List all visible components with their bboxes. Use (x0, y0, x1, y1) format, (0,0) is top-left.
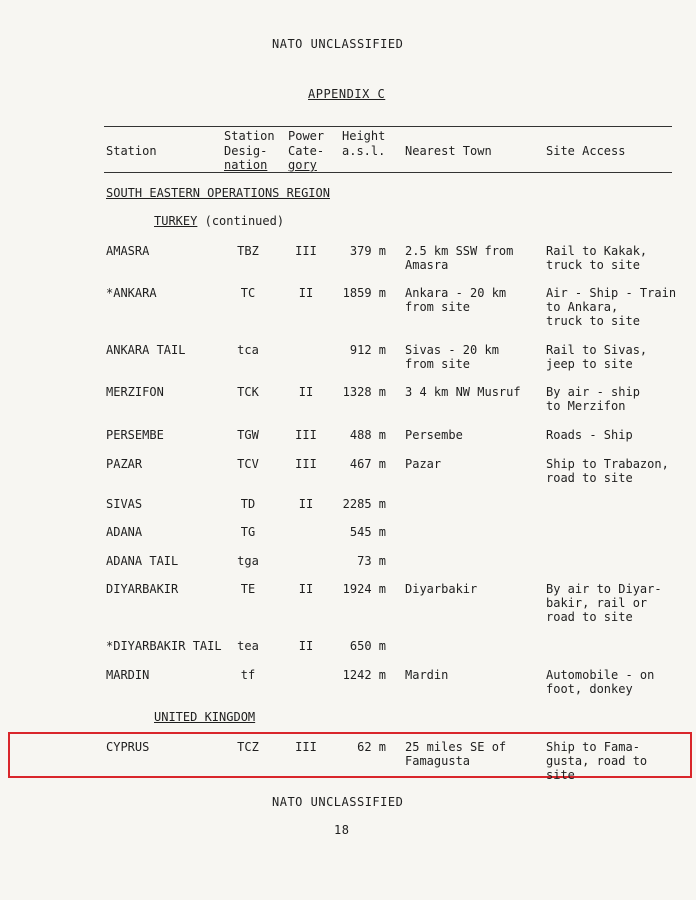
station-name: MARDIN (106, 668, 150, 682)
site-access-line: truck to site (546, 314, 640, 328)
nearest-town-line: Famagusta (405, 754, 471, 768)
country-heading-uk: UNITED KINGDOM (154, 710, 256, 724)
table-header-rule (104, 172, 672, 173)
site-access-line: to Ankara, (546, 300, 619, 314)
height-asl: 73 m (357, 554, 386, 568)
station-designation: TCK (237, 385, 259, 399)
station-designation: TGW (237, 428, 259, 442)
nearest-town-line: Ankara - 20 km (405, 286, 507, 300)
height-asl: 1924 m (342, 582, 386, 596)
page-number: 18 (334, 823, 350, 837)
station-designation: TCZ (237, 740, 259, 754)
power-category: II (298, 497, 314, 511)
nearest-town-line: Diyarbakir (405, 582, 478, 596)
site-access-line: gusta, road to (546, 754, 648, 768)
nearest-town-line: from site (405, 357, 471, 371)
col-header-power-1: Power (288, 129, 325, 143)
site-access-line: Ship to Fama- (546, 740, 640, 754)
power-category: II (298, 639, 314, 653)
station-name: *DIYARBAKIR TAIL (106, 639, 222, 653)
col-header-designation-2: Desig- (224, 144, 268, 158)
station-name: ANKARA TAIL (106, 343, 186, 357)
classification-bottom: NATO UNCLASSIFIED (272, 795, 404, 809)
nearest-town-line: 2.5 km SSW from (405, 244, 514, 258)
power-category: III (295, 428, 317, 442)
region-heading: SOUTH EASTERN OPERATIONS REGION (106, 186, 330, 200)
height-asl: 379 m (349, 244, 386, 258)
country-heading-turkey (154, 214, 284, 228)
height-asl: 650 m (349, 639, 386, 653)
nearest-town-line: Pazar (405, 457, 442, 471)
site-access-line: Automobile - on (546, 668, 655, 682)
nearest-town-line: Amasra (405, 258, 449, 272)
site-access-line: bakir, rail or (546, 596, 648, 610)
site-access-line: site (546, 768, 575, 782)
nearest-town-line: 3 4 km NW Musruf (405, 385, 521, 399)
station-designation: TD (240, 497, 256, 511)
station-name: PERSEMBE (106, 428, 164, 442)
site-access-line: By air to Diyar- (546, 582, 662, 596)
station-name: MERZIFON (106, 385, 164, 399)
power-category: III (295, 244, 317, 258)
table-top-rule (104, 126, 672, 127)
nearest-town-line: Sivas - 20 km (405, 343, 499, 357)
station-name: AMASRA (106, 244, 150, 258)
height-asl: 912 m (349, 343, 386, 357)
station-designation: TG (240, 525, 256, 539)
station-designation: tca (237, 343, 259, 357)
power-category: II (298, 385, 314, 399)
appendix-title: APPENDIX C (308, 87, 386, 101)
col-header-height-1: Height (342, 129, 386, 143)
site-access-line: Roads - Ship (546, 428, 633, 442)
station-name: SIVAS (106, 497, 143, 511)
col-header-access: Site Access (546, 144, 626, 158)
site-access-line: truck to site (546, 258, 640, 272)
nearest-town-line: 25 miles SE of (405, 740, 507, 754)
power-category: II (298, 582, 314, 596)
site-access-line: jeep to site (546, 357, 633, 371)
country-suffix: (continued) (204, 214, 285, 228)
height-asl: 1328 m (342, 385, 386, 399)
height-asl: 2285 m (342, 497, 386, 511)
height-asl: 545 m (349, 525, 386, 539)
station-name: PAZAR (106, 457, 143, 471)
site-access-line: road to site (546, 471, 633, 485)
site-access-line: road to site (546, 610, 633, 624)
station-name: ADANA (106, 525, 143, 539)
height-asl: 62 m (357, 740, 386, 754)
col-header-power-2: Cate- (288, 144, 325, 158)
station-designation: tea (237, 639, 259, 653)
nearest-town-line: from site (405, 300, 471, 314)
site-access-line: to Merzifon (546, 399, 626, 413)
height-asl: 1242 m (342, 668, 386, 682)
col-header-power-3: gory (288, 158, 317, 172)
col-header-designation-3: nation (224, 158, 268, 172)
station-designation: TC (240, 286, 256, 300)
station-designation: TCV (237, 457, 259, 471)
country-name: TURKEY (154, 214, 198, 228)
nearest-town-line: Persembe (405, 428, 463, 442)
site-access-line: Air - Ship - Train (546, 286, 677, 300)
station-designation: tf (240, 668, 256, 682)
col-header-station: Station (106, 144, 157, 158)
site-access-line: Ship to Trabazon, (546, 457, 669, 471)
nearest-town-line: Mardin (405, 668, 449, 682)
col-header-designation-1: Station (224, 129, 275, 143)
col-header-town: Nearest Town (405, 144, 492, 158)
station-name: DIYARBAKIR (106, 582, 179, 596)
power-category: II (298, 286, 314, 300)
height-asl: 467 m (349, 457, 386, 471)
station-designation: TBZ (237, 244, 259, 258)
power-category: III (295, 740, 317, 754)
site-access-line: foot, donkey (546, 682, 633, 696)
site-access-line: By air - ship (546, 385, 640, 399)
height-asl: 488 m (349, 428, 386, 442)
power-category: III (295, 457, 317, 471)
station-designation: TE (240, 582, 256, 596)
col-header-height-2: a.s.l. (342, 144, 386, 158)
site-access-line: Rail to Sivas, (546, 343, 648, 357)
station-name: ADANA TAIL (106, 554, 179, 568)
height-asl: 1859 m (342, 286, 386, 300)
classification-top: NATO UNCLASSIFIED (272, 37, 404, 51)
site-access-line: Rail to Kakak, (546, 244, 648, 258)
station-name: *ANKARA (106, 286, 157, 300)
station-designation: tga (237, 554, 259, 568)
station-name: CYPRUS (106, 740, 150, 754)
